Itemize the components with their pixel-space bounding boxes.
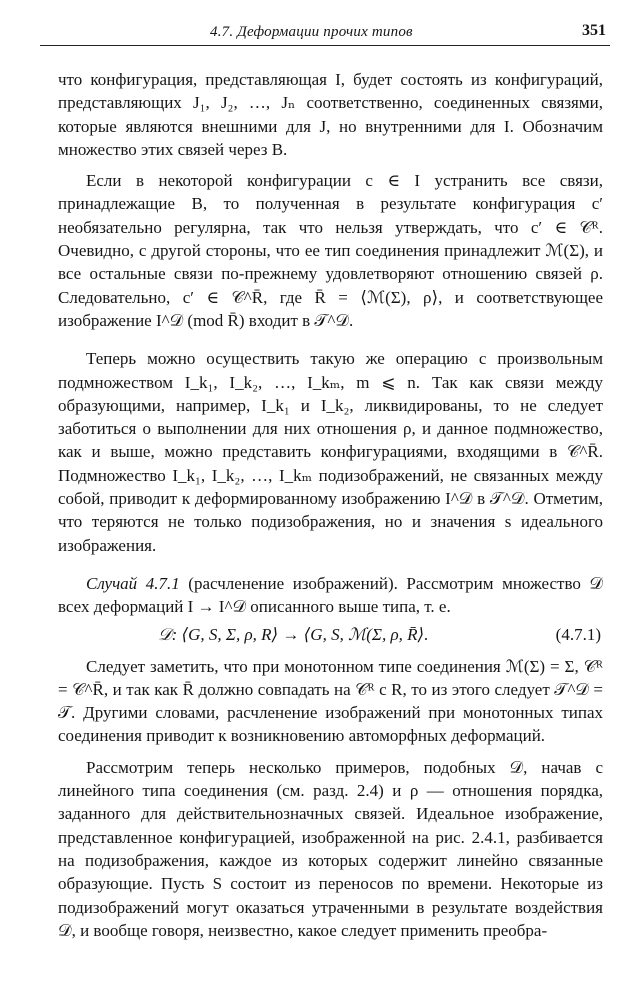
- display-formula: [58, 619, 603, 655]
- paragraph-3: Теперь можно осуществить такую же операцию с произвольным подмножеством I_k₁, I_k₂, …, I_kₘ, m ⩽ n. Так как связи между образующими, например, I_k₁ и I_k₂, ликвидированы, то не следует заботиться о выполнении для них отношения ρ, и данное подмножество, как и выше, можно представить конфигурациями, входящими в 𝒞^R̄. Подмножество I_k₁, I_k₂, …, I_kₘ подизображений, не связанных между собой, приводит к деформированному изображению I^𝒟 в 𝒯^𝒟. Отметим, что теряются не только подизображения, но и значения s идеального изображения.: [58, 349, 603, 555]
- case-text: (расчленение изображений). Рассмотрим множество 𝒟 всех деформаций I → I^𝒟 описанного выше типа, т. е.: [58, 573, 603, 617]
- header-rule: [40, 45, 610, 46]
- paragraph-2: Если в некоторой конфигурации c ∈ I устранить все связи, принадлежащие B, то полученная в результате конфигурация c′ необязательно регулярна, так что нельзя утверждать, что c′ ∈ 𝒞ᴿ. Очевидно, с другой стороны, что ее тип соединения принадлежит ℳ(Σ), и все остальные связи по-прежнему удовлетворяют отношению связей ρ. Следовательно, c′ ∈ 𝒞^R̄, где R̄ = ⟨ℳ(Σ), ρ⟩, и соответствующее изображение I^𝒟 (mod R̄) входит в 𝒯^𝒟.: [58, 171, 603, 330]
- running-header: [40, 0, 610, 44]
- spacer: [58, 332, 603, 347]
- case-label: Случай 4.7.1: [86, 573, 180, 593]
- spacer: [58, 557, 603, 572]
- spacer: [58, 748, 603, 756]
- formula-number: (4.7.1): [555, 624, 601, 644]
- paragraph-6: Рассмотрим теперь несколько примеров, подобных 𝒟, начав с линейного типа соединения (см. разд. 2.4) и ρ — отношения порядка, заданного для действительнозначных связей. Идеальное изображение, представленное конфигурацией, изображенной на рис. 2.4.1, разбивается на подизображения, каждое из которых содержит линейно связанные образующие. Пусть S состоит из переносов по времени. Некоторые из подизображений могут оказаться утраченными в результате воздействия 𝒟, и вообще говоря, неизвестно, какое следует применить преобра-: [58, 757, 603, 940]
- formula-expression: 𝒟: ⟨G, S, Σ, ρ, R⟩ → ⟨G, S, ℳ(Σ, ρ, R̄⟩.: [158, 624, 429, 644]
- page-body: [58, 68, 603, 942]
- spacer: [58, 161, 603, 169]
- section-title: 4.7. Деформации прочих типов: [210, 24, 413, 40]
- paragraph-5: Следует заметить, что при монотонном типе соединения ℳ(Σ) = Σ, 𝒞ᴿ = 𝒞^R̄, и так как R̄ должно совпадать на 𝒞ᴿ с R, то из этого следует 𝒯^𝒟 = 𝒯. Другими словами, расчленение изображений при монотонных типах соединения приводит к возникновению автоморфных деформаций.: [58, 656, 603, 746]
- paragraph-1: что конфигурация, представляющая I, будет состоять из конфигураций, представляющих J₁, J₂, …, Jₙ соответственно, соединенных связями, которые являются внешними для J, но внутренними для I. Обозначим множество этих связей через B.: [58, 70, 603, 159]
- page-number: 351: [582, 22, 606, 39]
- paragraph-case: [58, 572, 603, 619]
